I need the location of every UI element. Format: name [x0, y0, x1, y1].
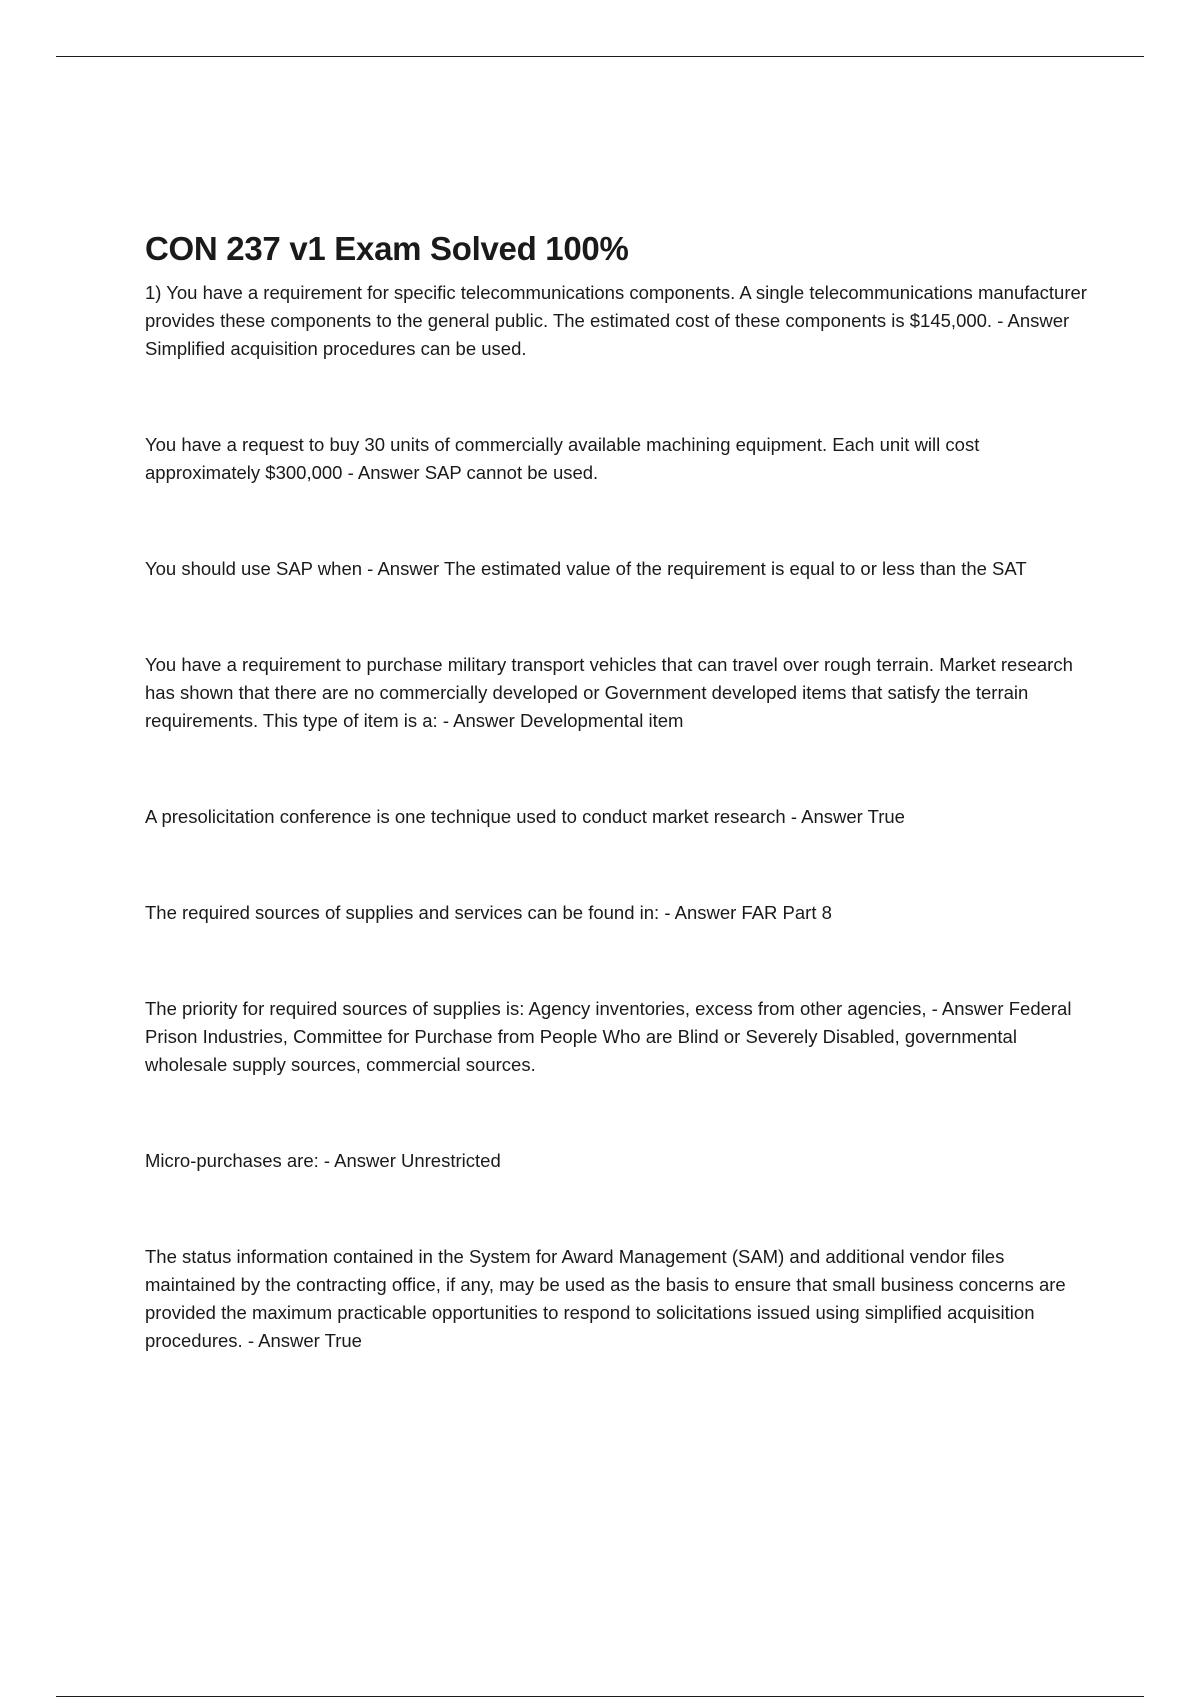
top-divider	[56, 56, 1144, 57]
qa-item: The required sources of supplies and services can be found in: - Answer FAR Part 8	[145, 902, 832, 923]
qa-item: Micro-purchases are: - Answer Unrestricted	[145, 1150, 501, 1171]
qa-item: You have a request to buy 30 units of commercially available machining equipment. Each unit will cost approximately $300,000 - Answer SAP cannot be used.	[145, 434, 980, 483]
bottom-divider	[56, 1696, 1144, 1697]
qa-item: A presolicitation conference is one technique used to conduct market research - Answer True	[145, 806, 905, 827]
document-title: CON 237 v1 Exam Solved 100%	[145, 230, 629, 267]
document-body	[145, 225, 1090, 1355]
qa-item: You should use SAP when - Answer The estimated value of the requirement is equal to or less than the SAT	[145, 558, 1027, 579]
qa-item: You have a requirement to purchase military transport vehicles that can travel over rough terrain. Market research has shown that there are no commercially developed or Government developed items that satisfy the terrain requirements. This type of item is a: - Answer Developmental item	[145, 654, 1073, 731]
qa-item: The priority for required sources of supplies is: Agency inventories, excess from other agencies, - Answer Federal Prison Industries, Committee for Purchase from People Who are Blind or Severely Disabled, governmental wholesale supply sources, commercial sources.	[145, 998, 1072, 1075]
qa-item: 1) You have a requirement for specific telecommunications components. A single telecommunications manufacturer provides these components to the general public. The estimated cost of these components is $145,000. - Answer Simplified acquisition procedures can be used.	[145, 282, 1087, 359]
qa-item: The status information contained in the System for Award Management (SAM) and additional vendor files maintained by the contracting office, if any, may be used as the basis to ensure that small business concerns are provided the maximum practicable opportunities to respond to solicitations issued using simplified acquisition procedures. - Answer True	[145, 1246, 1066, 1351]
